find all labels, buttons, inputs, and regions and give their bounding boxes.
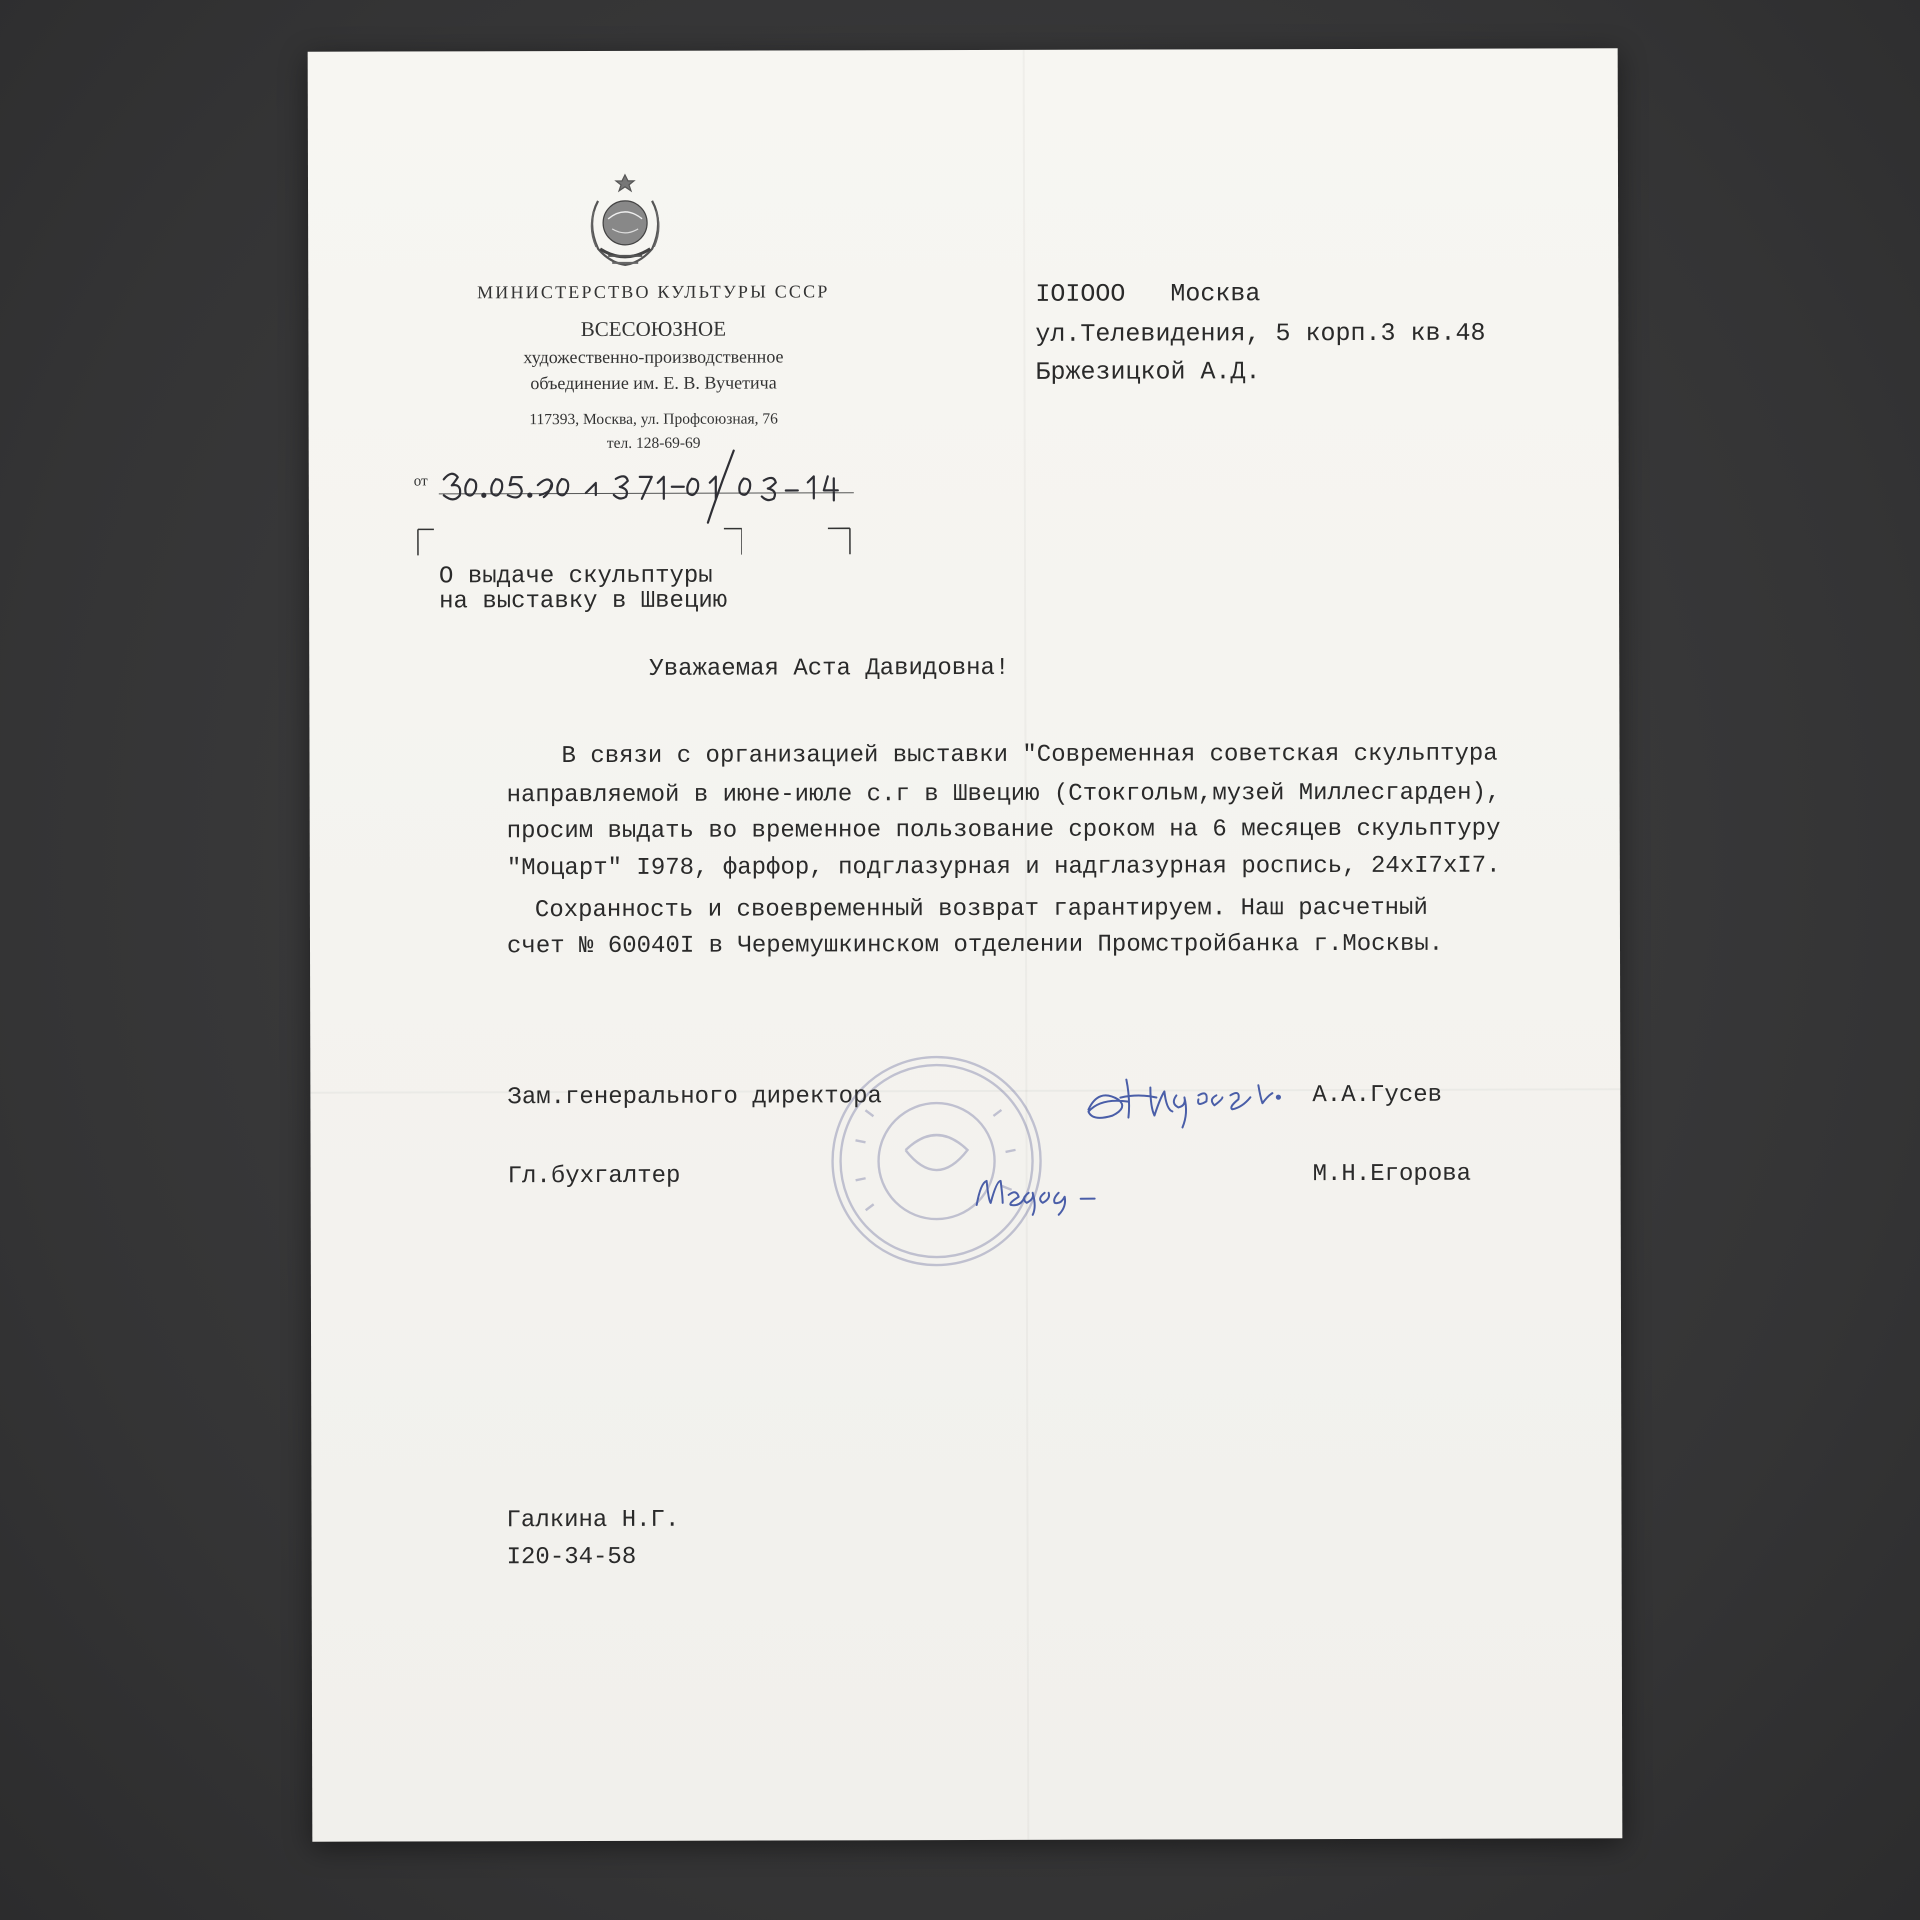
body-line: направляемой в июне-июле с.г в Швецию (Стокгольм,музей Миллесгарден), [506,779,1501,810]
executor-phone: I20-34-58 [506,1543,637,1572]
ref-prefix: от [413,473,428,490]
org-name-line1: ВСЕСОЮЗНОЕ [580,316,727,342]
recipient-city: IOIOOO Москва [1035,279,1261,309]
subject-bracket-right [824,518,864,558]
body-line: просим выдать во временное пользование сроком на 6 месяцев скульптуру [506,815,1501,846]
body-line: Сохранность и своевременный возврат гарантируем. Наш расчетный [534,894,1428,925]
org-address: 117393, Москва, ул. Профсоюзная, 76 [529,410,778,429]
handwritten-ref-number [434,448,954,529]
handwritten-signature-egorova [969,1165,1129,1225]
signatory-title-deputy-director: Зам.генерального директора [507,1083,882,1112]
signatory-name-egorova: М.Н.Егорова [1312,1160,1472,1189]
ussr-state-emblem-icon [578,171,672,275]
signatory-name-gusev: А.А.Гусев [1312,1081,1443,1110]
handwritten-signature-gusev [1080,1049,1330,1140]
org-name-line2: художественно-производственное [523,346,784,368]
body-line: счет № 60040I в Черемушкинском отделении Промстройбанка г.Москвы. [506,930,1444,961]
ministry-name: МИНИСТЕРСТВО КУЛЬТУРЫ СССР [477,281,830,303]
greeting: Уважаемая Аста Давидовна! [649,654,1010,683]
subject-line2: на выставку в Швецию [439,587,728,616]
body-line: В связи с организацией выставки "Современная советская скульптура [561,740,1498,771]
org-name-line3: объединение им. Е. В. Вучетича [530,372,777,394]
recipient-name: Бржезицкой А.Д. [1035,357,1261,387]
org-phone: тел. 128-69-69 [606,434,701,452]
subject-brackets [412,519,742,560]
body-line: "Моцарт" I978, фарфор, подглазурная и надглазурная роспись, 24xI7xI7. [506,852,1501,883]
recipient-street: ул.Телевидения, 5 корп.3 кв.48 [1035,318,1486,349]
letter-sheet [308,48,1623,1841]
signatory-title-chief-accountant: Гл.бухгалтер [507,1162,681,1191]
subject-line1: О выдаче скульптуры [438,562,713,591]
executor-name: Галкина Н.Г. [506,1506,680,1535]
